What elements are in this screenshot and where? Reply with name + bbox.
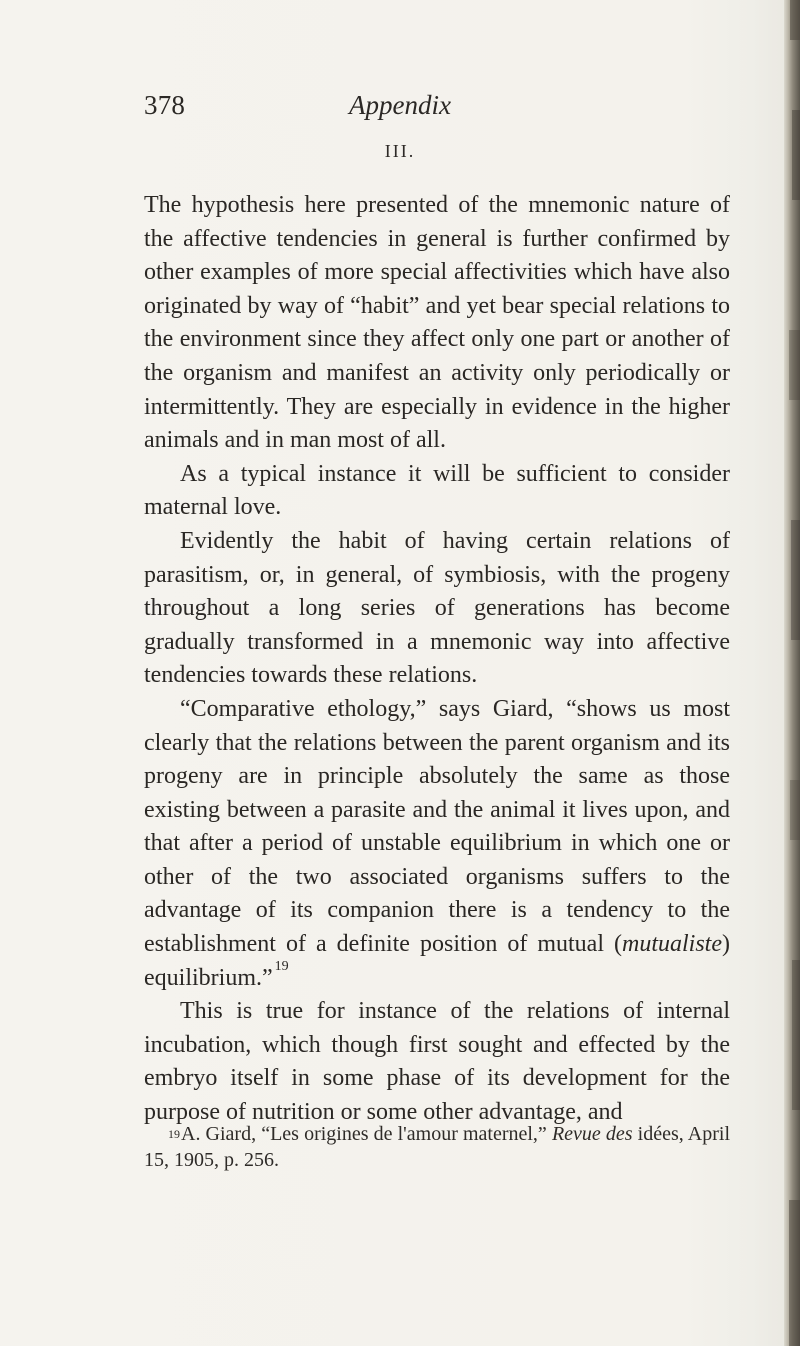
- paragraph-4-text-before: “Comparative ethology,” says Giard, “shows us most clearly that the relations between the parent organism and its progeny are in principle absolutely the same as those existing between a parasite and the animal it lives upon, and that after a period of unstable equilibrium in which one or other of the two associated organisms suffers to the advantage of its companion there is a tendency to the establishment of a definite position of mutual (: [144, 695, 730, 958]
- paragraph-4-text-after: ) equilibrium.”: [144, 931, 730, 991]
- footnote-italic-title: Revue des: [551, 1123, 633, 1145]
- page-number: 378: [144, 90, 186, 120]
- paragraph-1: The hypothesis here presented of the mnemonic nature of the affective tendencies in general is further confirmed by other examples of more special affectivities which have also originated by way of “habit” and yet bear special relations to the environment since they affect only one part or another of the organism and manifest an activity only periodically or intermittently. They are especially in evidence in the higher animals and in man most of all.: [144, 192, 730, 454]
- footnote-reference[interactable]: 19: [274, 958, 289, 974]
- page-header: [0, 92, 800, 132]
- paragraph-3: Evidently the habit of having certain relations of parasitism, or, in general, of symbiosis, with the progeny throughout a long series of generations has become gradually transformed in a mnemonic way into affective tendencies towards these relations.: [144, 527, 730, 689]
- footnote-text-before: A. Giard, “Les origines de l'amour maternel,”: [181, 1123, 552, 1145]
- footnote-mark: 19: [168, 1127, 180, 1141]
- running-head: Appendix: [349, 90, 451, 120]
- paragraph-2: As a typical instance it will be sufficient to consider maternal love.: [144, 460, 730, 521]
- paragraph-4: [144, 693, 730, 995]
- paragraph-5: This is true for instance of the relations of internal incubation, which though first sought and effected by the embryo itself in some phase of its development for the purpose of nutrition or some other advantage, and: [144, 998, 730, 1126]
- footnote: [144, 1122, 730, 1173]
- paragraph-4-italic-term: mutualiste: [622, 931, 722, 958]
- body-text: [144, 189, 730, 1130]
- page-gutter-shadow: [784, 0, 800, 1346]
- footnote-text-after: idées, April 15, 1905, p. 256.: [144, 1123, 730, 1171]
- margin-tick-mark: [610, 774, 617, 784]
- section-numeral: III.: [384, 141, 416, 161]
